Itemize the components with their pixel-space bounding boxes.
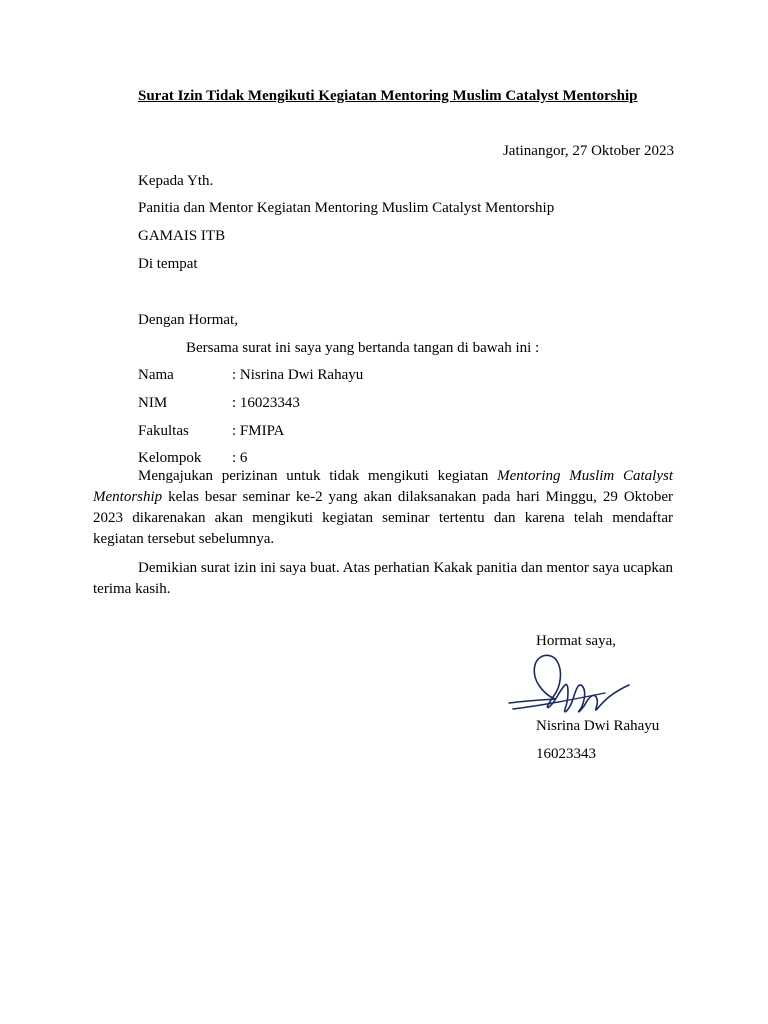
closing-salutation: Hormat saya, bbox=[536, 633, 616, 649]
identity-label-kelompok: Kelompok bbox=[138, 450, 202, 466]
identity-label-fakultas: Fakultas bbox=[138, 423, 189, 439]
identity-label-nama: Nama bbox=[138, 367, 174, 383]
letter-title: Surat Izin Tidak Mengikuti Kegiatan Mentoring Muslim Catalyst Mentorship bbox=[138, 88, 638, 104]
signature-stroke bbox=[509, 655, 629, 712]
recipient-line-4: Di tempat bbox=[138, 256, 198, 272]
body-text-rest: kelas besar seminar ke-2 yang akan dilaksanakan pada hari Minggu, 29 Oktober 2023 dikarenakan akan mengikuti kegiatan seminar tertentu dan karena telah mendaftar kegiatan tersebut sebelumnya. bbox=[93, 489, 673, 547]
identity-value-nama: : Nisrina Dwi Rahayu bbox=[232, 367, 364, 383]
identity-value-nim: : 16023343 bbox=[232, 395, 300, 411]
signer-nim: 16023343 bbox=[536, 746, 596, 762]
intro-text: Bersama surat ini saya yang bertanda tangan di bawah ini : bbox=[186, 340, 540, 356]
identity-label-nim: NIM bbox=[138, 395, 168, 411]
body-text-start: Mengajukan perizinan untuk tidak mengikuti kegiatan bbox=[138, 468, 498, 484]
handwritten-signature bbox=[505, 651, 633, 717]
closing-paragraph: Demikian surat izin ini saya buat. Atas perhatian Kakak panitia dan mentor saya ucapkan terima kasih. bbox=[93, 560, 673, 597]
recipient-line-1: Kepada Yth. bbox=[138, 173, 214, 189]
place-date: Jatinangor, 27 Oktober 2023 bbox=[502, 143, 674, 159]
recipient-line-2: Panitia dan Mentor Kegiatan Mentoring Muslim Catalyst Mentorship bbox=[138, 200, 555, 216]
greeting: Dengan Hormat, bbox=[138, 312, 238, 328]
signer-name: Nisrina Dwi Rahayu bbox=[536, 718, 660, 734]
recipient-line-3: GAMAIS ITB bbox=[138, 228, 226, 244]
identity-value-kelompok: : 6 bbox=[232, 450, 248, 466]
event-name-italic: Mentoring Muslim Catalyst Mentorship bbox=[93, 468, 674, 505]
identity-value-fakultas: : FMIPA bbox=[232, 423, 285, 439]
body-paragraph bbox=[93, 466, 673, 550]
